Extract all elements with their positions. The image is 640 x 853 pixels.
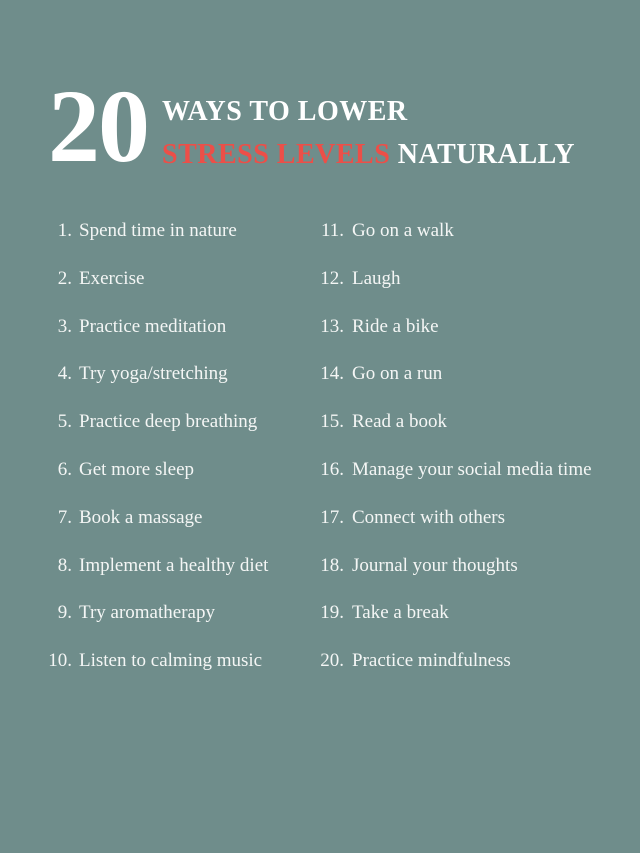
headline-line-1: WAYS TO LOWER <box>162 96 408 127</box>
list-item-number: 6. <box>57 458 72 480</box>
list-item-label: Laugh <box>352 267 401 289</box>
list-item <box>314 602 614 625</box>
list-item-label: Take a break <box>352 602 449 624</box>
list-item-number: 12. <box>320 267 344 289</box>
list-item-label: Try aromatherapy <box>79 602 215 624</box>
list-item-label: Practice deep breathing <box>79 411 258 433</box>
list-item-number: 3. <box>57 315 72 337</box>
list-item-label: Try yoga/stretching <box>79 363 228 385</box>
list-item-number: 5. <box>57 411 72 433</box>
list-item-label: Read a book <box>352 411 447 433</box>
list-item <box>314 650 614 673</box>
list-item-label: Exercise <box>79 267 145 289</box>
list-item-number: 13. <box>320 315 344 337</box>
list-item-number: 2. <box>57 267 72 289</box>
list-item-label: Ride a bike <box>352 315 439 337</box>
list-item-number: 16. <box>320 458 344 480</box>
list-item <box>314 220 614 243</box>
tips-column-left <box>46 220 314 698</box>
headline-line-2 <box>162 137 575 172</box>
list-item-number: 7. <box>57 506 72 528</box>
list-item <box>314 316 614 339</box>
headline-line-2-rest: NATURALLY <box>397 139 575 170</box>
list-item-label: Book a massage <box>79 506 203 528</box>
list-item <box>314 411 614 434</box>
list-item-label: Connect with others <box>352 506 506 528</box>
list-item <box>46 316 314 339</box>
tips-columns <box>0 220 640 698</box>
list-item <box>46 363 314 386</box>
list-item <box>46 555 314 578</box>
list-item-number: 19. <box>320 602 344 624</box>
list-item-number: 17. <box>320 506 344 528</box>
list-item <box>46 459 314 482</box>
list-item <box>46 268 314 291</box>
list-item-label: Implement a healthy diet <box>79 554 269 576</box>
list-item <box>314 459 614 482</box>
list-item-number: 9. <box>57 602 72 624</box>
list-item-number: 4. <box>57 363 72 385</box>
list-item-label: Listen to calming music <box>79 650 263 672</box>
list-item <box>314 268 614 291</box>
list-item <box>46 507 314 530</box>
list-item-number: 14. <box>320 363 344 385</box>
list-item-label: Manage your social media time <box>352 458 592 480</box>
tips-column-right <box>314 220 614 698</box>
list-item <box>46 220 314 243</box>
list-item-number: 8. <box>57 554 72 576</box>
poster-header <box>0 0 640 184</box>
headline-text-block <box>162 78 575 172</box>
list-item-label: Get more sleep <box>79 458 195 480</box>
list-item <box>46 602 314 625</box>
headline-number: 20 <box>48 69 148 184</box>
list-item-number: 20. <box>320 650 344 672</box>
list-item-label: Practice meditation <box>79 315 227 337</box>
list-item <box>46 411 314 434</box>
list-item-label: Go on a walk <box>352 220 454 241</box>
list-item-number: 1. <box>57 220 72 241</box>
list-item-label: Spend time in nature <box>79 220 237 241</box>
list-item-number: 10. <box>48 650 72 672</box>
list-item <box>314 507 614 530</box>
list-item-number: 15. <box>320 411 344 433</box>
list-item <box>46 650 314 673</box>
list-item-label: Practice mindfulness <box>352 650 511 672</box>
list-item <box>314 555 614 578</box>
headline-highlight: STRESS LEVELS <box>162 139 391 170</box>
list-item-number: 18. <box>320 554 344 576</box>
list-item-label: Journal your thoughts <box>352 554 518 576</box>
list-item <box>314 363 614 386</box>
list-item-number: 11. <box>320 220 344 241</box>
list-item-label: Go on a run <box>352 363 443 385</box>
